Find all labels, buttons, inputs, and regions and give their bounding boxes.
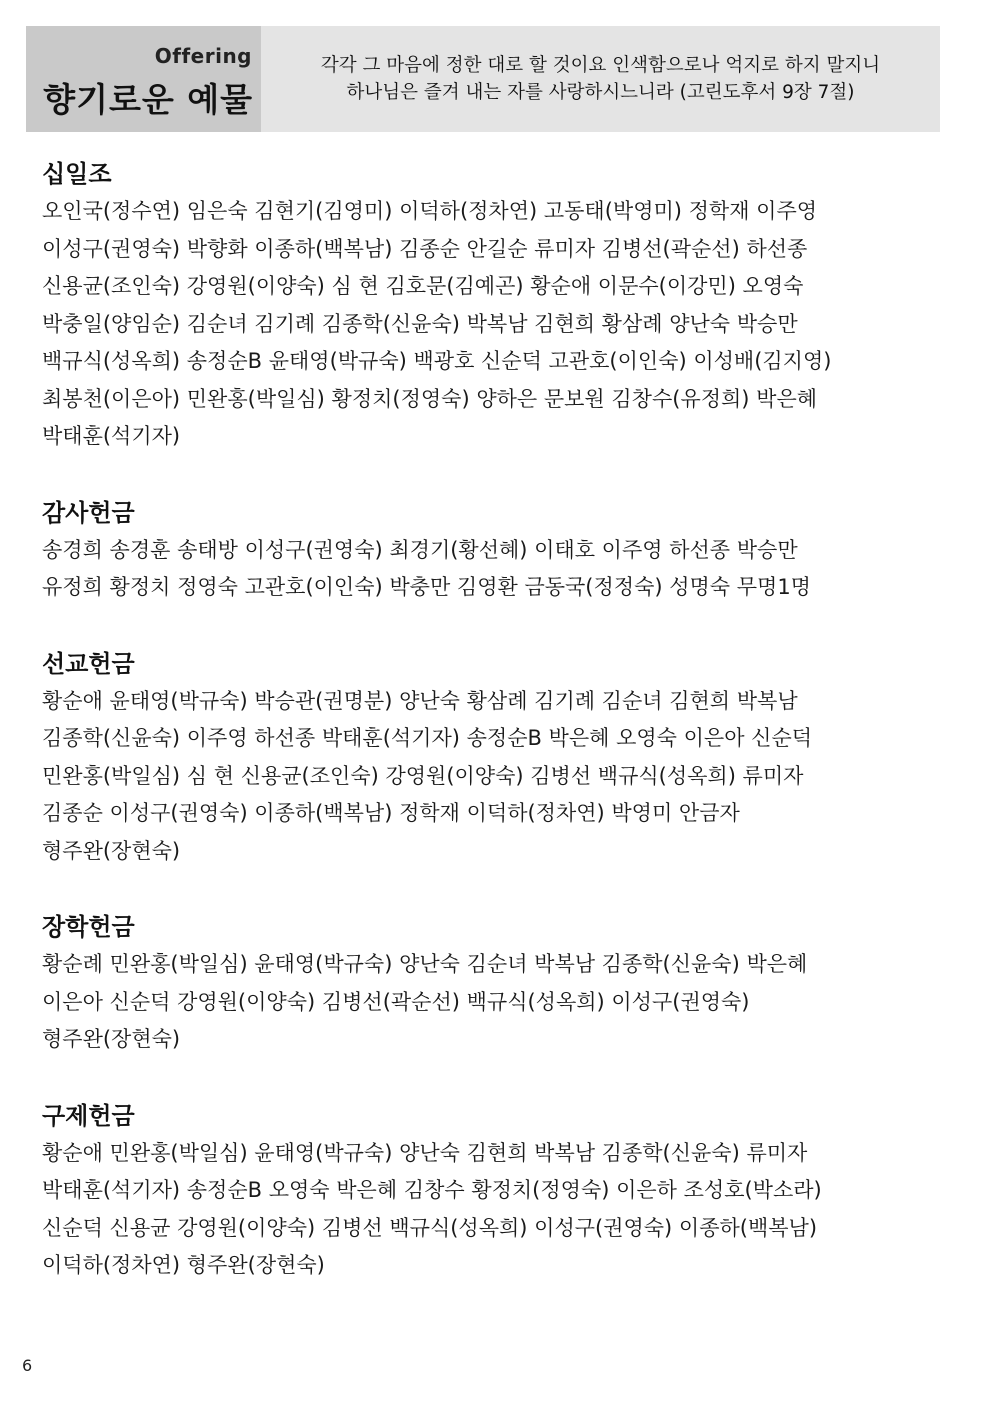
section-mission [42, 645, 942, 871]
section-tithe [42, 155, 942, 456]
header-korean-title: 향기로운 예물 [43, 80, 253, 119]
verse-line: 각각 그 마음에 정한 대로 할 것이요 인색함으로나 억지로 하지 말지니 [320, 55, 881, 76]
name-line: 이성구(권영숙) 박향화 이종하(백복남) 김종순 안길순 류미자 김병선(곽순선) 하선종 [42, 236, 808, 261]
verse-line: 하나님은 즐겨 내는 자를 사랑하시느니라 (고린도후서 9장 7절) [346, 82, 855, 103]
name-line: 형주완(장현숙) [42, 1027, 181, 1051]
name-line: 황순애 민완홍(박일심) 윤태영(박규숙) 양난숙 김현희 박복남 김종학(신윤숙) 류미자 [42, 1140, 808, 1165]
name-line: 최봉천(이은아) 민완홍(박일심) 황정치(정영숙) 양하은 문보원 김창수(유정희) 박은혜 [42, 386, 818, 411]
offering-header [26, 26, 940, 132]
section-title: 선교헌금 [42, 649, 135, 678]
header-title-box [26, 26, 261, 132]
offering-list [42, 155, 942, 1323]
page-number: 6 [22, 1356, 33, 1375]
name-line: 황순례 민완홍(박일심) 윤태영(박규숙) 양난숙 김순녀 박복남 김종학(신윤숙) 박은혜 [42, 952, 808, 976]
name-line: 박충일(양임순) 김순녀 김기례 김종학(신윤숙) 박복남 김현희 황삼례 양난숙 박승만 [42, 311, 798, 336]
name-line: 유정희 황정치 정영숙 고관호(이인숙) 박충만 김영환 금동국(정정숙) 성명숙 무명1명 [42, 575, 811, 599]
name-line: 오인국(정수연) 임은숙 김현기(김영미) 이덕하(정차연) 고동태(박영미) 정학재 이주영 [42, 199, 818, 223]
section-title: 감사헌금 [42, 498, 135, 527]
name-line: 이덕하(정차연) 형주완(장현숙) [42, 1253, 325, 1277]
name-line: 신순덕 신용균 강영원(이양숙) 김병선 백규식(성옥희) 이성구(권영숙) 이종하(백복남) [42, 1215, 818, 1240]
section-title: 장학헌금 [42, 913, 135, 941]
name-line: 신용균(조인숙) 강영원(이양숙) 심 현 김호문(김예곤) 황순애 이문수(이강민) 오영숙 [42, 274, 804, 298]
name-line: 백규식(성옥희) 송정순B 윤태영(박규숙) 백광호 신순덕 고관호(이인숙) 이성배(김지영) [42, 349, 832, 373]
name-line: 송경희 송경훈 송태방 이성구(권영숙) 최경기(황선혜) 이태호 이주영 하선종 박승만 [42, 537, 798, 562]
name-line: 김종순 이성구(권영숙) 이종하(백복남) 정학재 이덕하(정차연) 박영미 안금자 [42, 801, 740, 825]
header-english-title: Offering [154, 44, 252, 68]
name-line: 박태훈(석기자) 송정순B 오영숙 박은혜 김창수 황정치(정영숙) 이은하 조성호(박소라) [42, 1178, 822, 1202]
name-line: 이은아 신순덕 강영원(이양숙) 김병선(곽순선) 백규식(성옥희) 이성구(권영숙) [42, 989, 750, 1014]
section-scholarship [42, 908, 942, 1059]
name-line: 박태훈(석기자) [42, 424, 181, 448]
name-line: 형주완(장현숙) [42, 838, 181, 863]
section-thanksgiving [42, 494, 942, 607]
scripture-verse-box [261, 26, 940, 132]
name-line: 김종학(신윤숙) 이주영 하선종 박태훈(석기자) 송정순B 박은혜 오영숙 이은아 신순덕 [42, 726, 813, 750]
name-line: 황순애 윤태영(박규숙) 박승관(권명분) 양난숙 황삼례 김기례 김순녀 김현희 박복남 [42, 688, 798, 713]
name-line: 민완홍(박일심) 심 현 신용균(조인숙) 강영원(이양숙) 김병선 백규식(성옥희) 류미자 [42, 763, 804, 788]
section-title: 구제헌금 [42, 1101, 135, 1130]
section-title: 십일조 [42, 160, 112, 188]
section-relief [42, 1097, 942, 1285]
